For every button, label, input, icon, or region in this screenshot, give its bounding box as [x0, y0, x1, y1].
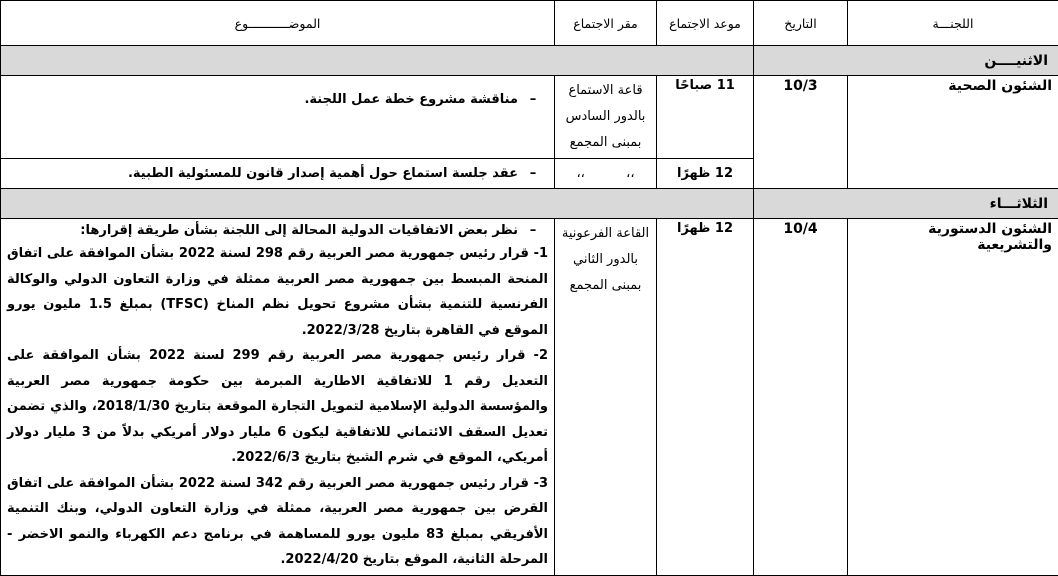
day-row-filler — [1, 46, 754, 76]
item-number: 3- — [534, 476, 548, 491]
committee-name: الشئون الدستورية والتشريعية — [848, 219, 1058, 576]
location-ditto: ،، ،، — [561, 164, 650, 184]
agreement-item — [7, 241, 548, 343]
header-time: موعد الاجتماع — [657, 1, 754, 46]
meeting-topic — [1, 76, 555, 159]
topic-text: مناقشة مشروع خطة عمل اللجنة. — [304, 92, 518, 107]
table-header-row — [1, 1, 1058, 46]
item-text: قرار رئيس جمهورية مصر العربية رقم 299 لسنة 2022 بشأن الموافقة على التعديل رقم 1 للاتفاقية الاطارية المبرمة بين حكومة جمهورية مصر العربية والمؤسسة الدولية الإسلامية لتمويل التجارة الموقعة بتاريخ 2018/1/30، والذي تضمن تعديل السقف الائتماني للاتفاقية ليكون 6 مليار دولار أمريكي بدلاً من 3 مليار دولار أمريكي، الموقع في شرم الشيخ بتاريخ 2022/6/3. — [7, 348, 548, 465]
header-committee: اللجنـــة — [848, 1, 1058, 46]
day-row-filler — [1, 189, 754, 219]
location-line: بمبنى المجمع — [561, 273, 650, 299]
day-row-tuesday — [1, 189, 1058, 219]
table-row — [1, 76, 1058, 159]
meeting-topic — [1, 219, 555, 576]
bullet-dash: – — [518, 221, 548, 241]
location-line: القاعة الفرعونية — [561, 221, 650, 247]
location-line: بمبنى المجمع — [561, 130, 650, 156]
meeting-location — [555, 159, 657, 189]
header-date: التاريخ — [754, 1, 848, 46]
location-line: بالدور الثاني — [561, 247, 650, 273]
item-number: 2- — [534, 348, 548, 363]
location-line: بالدور السادس — [561, 104, 650, 130]
agreement-item — [7, 343, 548, 471]
bullet-dash: – — [518, 166, 548, 181]
item-text: قرار رئيس جمهورية مصر العربية رقم 298 لسنة 2022 بشأن الموافقة على اتفاق المنحة المبسط بين جمهورية مصر العربية ممثلة في وزارة التعاون الدولي والوكالة الفرنسية للتنمية بشأن مشروع تحويل نظم المناخ (TFSC) بمبلغ 1.5 مليون يورو الموقع في القاهرة بتاريخ 2022/3/28. — [7, 246, 548, 338]
item-number: 1- — [534, 246, 548, 261]
meeting-date: 10/3 — [754, 76, 848, 189]
day-label: الاثنيــــن — [754, 46, 1058, 76]
item-text: قرار رئيس جمهورية مصر العربية رقم 342 لسنة 2022 بشأن الموافقة على اتفاق القرض بين جمهورية مصر العربية، ممثلة في وزارة التعاون الدولي، وبنك التنمية الأفريقي بمبلغ 83 مليون يورو للمساهمة في برنامج دعم الكهرباء والنمو الاخضر - المرحلة الثانية، الموقع بتاريخ 2022/4/20. — [7, 476, 548, 568]
day-label: الثلاثـــاء — [754, 189, 1058, 219]
topic-intro: نظر بعض الاتفاقيات الدولية المحالة إلى اللجنة بشأن طريقة إقرارها: — [80, 221, 518, 241]
meeting-time: 11 صباحًا — [657, 76, 754, 159]
meeting-date: 10/4 — [754, 219, 848, 576]
meeting-topic — [1, 159, 555, 189]
meeting-time: 12 ظهرًا — [657, 159, 754, 189]
table-row — [1, 219, 1058, 576]
meeting-location — [555, 219, 657, 576]
topic-text: عقد جلسة استماع حول أهمية إصدار قانون للمسئولية الطبية. — [128, 166, 518, 181]
header-topic: الموضـــــــــــوع — [1, 1, 555, 46]
meeting-time: 12 ظهرًا — [657, 219, 754, 576]
meeting-location — [555, 76, 657, 159]
bullet-dash: – — [518, 92, 548, 107]
location-line: قاعة الاستماع — [561, 78, 650, 104]
day-row-monday — [1, 46, 1058, 76]
header-location: مقر الاجتماع — [555, 1, 657, 46]
committee-name: الشئون الصحية — [848, 76, 1058, 189]
agreement-item — [7, 471, 548, 573]
